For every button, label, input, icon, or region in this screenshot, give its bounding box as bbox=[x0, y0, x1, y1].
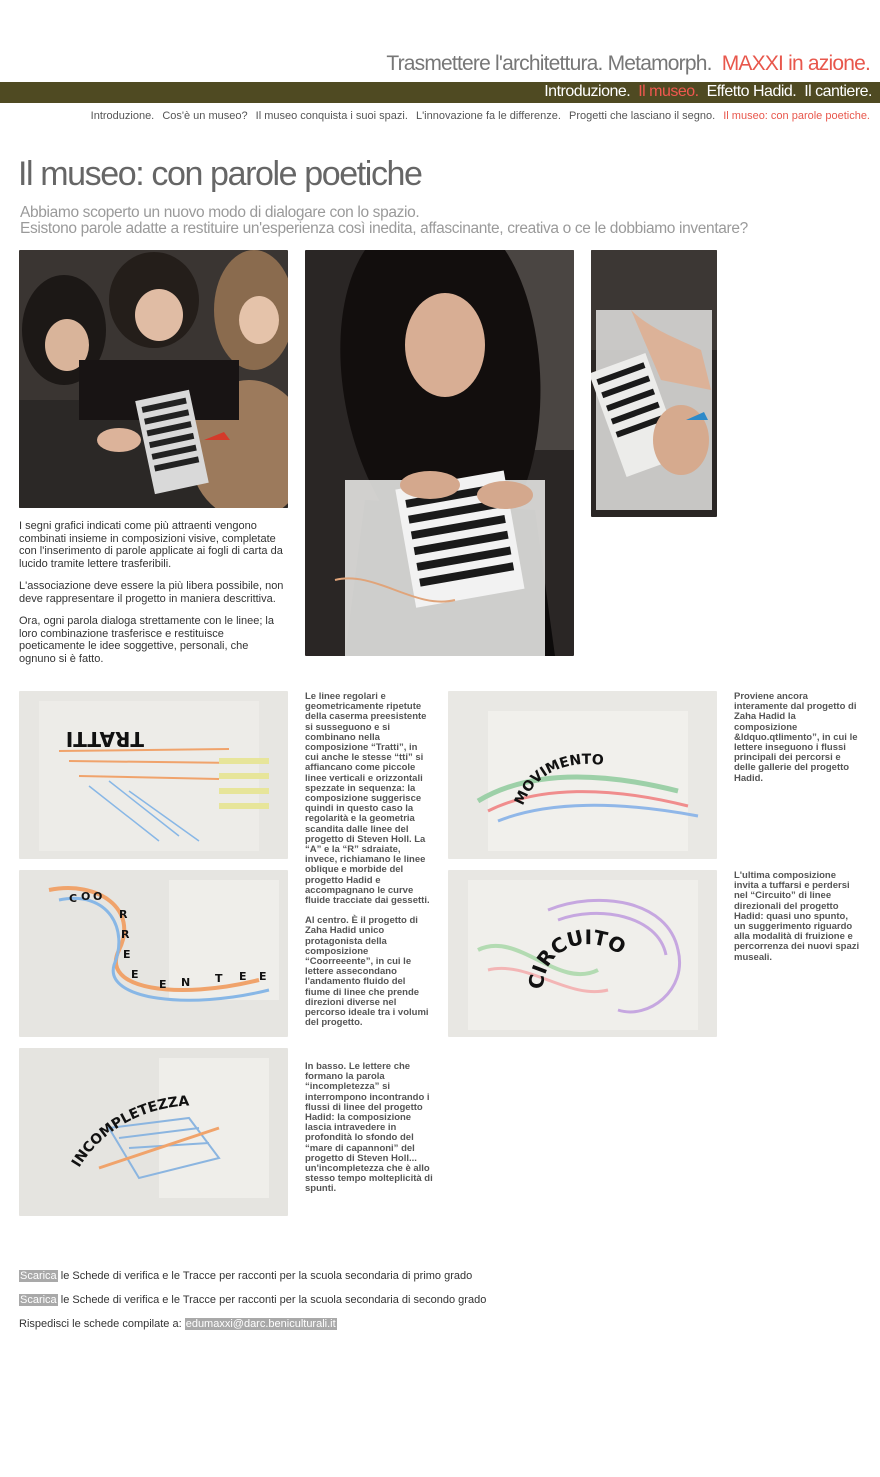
svg-text:R: R bbox=[121, 928, 130, 941]
subnav-progetti[interactable]: Progetti che lasciano il segno. bbox=[569, 110, 716, 122]
site-title-highlight: MAXXI in azione. bbox=[721, 52, 870, 75]
sub-nav bbox=[86, 110, 870, 122]
body-paragraph: I segni grafici indicati come più attraenti vengono combinati insieme in composizioni visive, completate con l'inserimento di parole applicate ai fogli di carta da lucido tramite lettere trasferibili. bbox=[19, 520, 283, 570]
nav-il-cantiere[interactable]: Il cantiere. bbox=[804, 83, 872, 100]
svg-text:E: E bbox=[123, 948, 131, 961]
body-paragraph: Ora, ogni parola dialoga strettamente con le linee; la loro combinazione trasferisce e restituisce poeticamente le idee soggettive, personali, che ognuno si è fatto. bbox=[19, 615, 274, 665]
download-line-primo-grado bbox=[19, 1270, 472, 1282]
artwork-movimento bbox=[448, 691, 717, 859]
site-title-main: Trasmettere l'architettura. Metamorph. bbox=[386, 52, 712, 75]
download-button[interactable]: Scarica bbox=[20, 1294, 57, 1306]
site-title bbox=[0, 52, 870, 76]
intro-text bbox=[20, 205, 748, 237]
page-title: Il museo: con parole poetiche bbox=[18, 155, 422, 193]
caption-movimento: Proviene ancora interamente dal progetto di Zaha Hadid la composizione &ldquo.qtlimento”, in cui le lettere inseguono i flussi principali dei percorsi e delle gallerie del progetto Hadid. bbox=[734, 691, 858, 784]
download-button[interactable]: Scarica bbox=[20, 1270, 57, 1282]
subnav-parole-poetiche[interactable]: Il museo: con parole poetiche. bbox=[723, 110, 870, 122]
nav-effetto-hadid[interactable]: Effetto Hadid. bbox=[706, 83, 797, 100]
caption-coorreeente: Al centro. È il progetto di Zaha Hadid unico protagonista della composizione “Coorreeente”, in cui le lettere assecondano l'andamento fluido del fiume di linee che prende direzioni diverse nel percorso ideale tra i volumi del progetto. bbox=[305, 915, 429, 1029]
intro-line-1: Abbiamo scoperto un nuovo modo di dialogare con lo spazio. bbox=[20, 204, 420, 221]
artwork-word-incompletezza: INCOMPLETEZZA bbox=[68, 1093, 190, 1171]
photo-hands-transfer-letters bbox=[591, 250, 717, 517]
svg-text:C: C bbox=[69, 892, 78, 905]
artwork-word-circuito: CIRCUITO bbox=[523, 925, 631, 991]
svg-text:O: O bbox=[81, 890, 91, 903]
photo-student-transfer-letters bbox=[305, 250, 574, 656]
artwork-tratti bbox=[19, 691, 288, 859]
nav-il-museo[interactable]: Il museo. bbox=[638, 83, 699, 100]
svg-text:E: E bbox=[159, 978, 167, 991]
download-text: le Schede di verifica e le Tracce per racconti per la scuola secondaria di primo grado bbox=[57, 1270, 473, 1282]
download-line-secondo-grado bbox=[19, 1294, 486, 1306]
svg-text:R: R bbox=[119, 908, 128, 921]
subnav-introduzione[interactable]: Introduzione. bbox=[90, 110, 155, 122]
svg-text:O: O bbox=[93, 890, 103, 903]
nav-introduzione[interactable]: Introduzione. bbox=[544, 83, 631, 100]
body-text bbox=[19, 520, 287, 675]
artwork-word-movimento: MOVIMENTO bbox=[511, 751, 605, 808]
photo-students-group bbox=[19, 250, 288, 508]
intro-line-2: Esistono parole adatte a restituire un'esperienza così inedita, affascinante, creativa o ce le dobbiamo inventare? bbox=[20, 220, 748, 237]
subnav-cos-e-un-museo[interactable]: Cos'è un museo? bbox=[162, 110, 248, 122]
caption-incompletezza: In basso. Le lettere che formano la parola “incompletezza” si interrompono incontrando i flussi di linee del progetto Hadid: la composizione lascia intravedere in profondità lo sfondo del “mare di capannoni” del progetto di Steven Holl... un'incompletezza che è allo stesso tempo molteplicità di spunti. bbox=[305, 1061, 433, 1195]
svg-text:E: E bbox=[259, 970, 267, 983]
svg-text:E: E bbox=[239, 970, 247, 983]
subnav-innovazione[interactable]: L'innovazione fa le differenze. bbox=[415, 110, 561, 122]
caption-circuito: L'ultima composizione invita a tuffarsi e perdersi nel “Circuito” di linee direzionali del progetto Hadid: quasi uno spunto, un suggerimento riguardo alla modalità di fruizione e percorrenza dei nuovi spazi museali. bbox=[734, 870, 860, 963]
artwork-coorreeente bbox=[19, 870, 288, 1037]
caption-tratti: Le linee regolari e geometricamente ripetute della caserma preesistente si susseguono e si combinano nella composizione “Tratti”, in cui anche le stesse “tti” si affiancano come piccole linee verticali e orizzontali spezzate in sequenza: la composizione suggerisce quindi in questo caso la regolarità e la geometria scandita dalle linee del progetto di Steven Holl. La “A” e la “R” sdraiate, invece, richiamano le linee oblique e morbide del progetto Hadid e accompagnano le curve fluide tracciate dai gessetti. bbox=[305, 691, 430, 907]
svg-text:E: E bbox=[131, 968, 139, 981]
contact-line bbox=[19, 1318, 337, 1330]
subnav-il-museo-conquista[interactable]: Il museo conquista i suoi spazi. bbox=[255, 110, 408, 122]
artwork-word-tratti: TRATTI bbox=[65, 727, 144, 751]
caption-column-left bbox=[305, 692, 433, 1039]
svg-text:N: N bbox=[181, 976, 191, 989]
artwork-incompletezza bbox=[19, 1048, 288, 1216]
section-nav bbox=[540, 83, 872, 101]
contact-email-link[interactable]: edumaxxi@darc.beniculturali.it bbox=[185, 1318, 336, 1330]
download-text: le Schede di verifica e le Tracce per racconti per la scuola secondaria di secondo grado bbox=[57, 1294, 487, 1306]
body-paragraph: L'associazione deve essere la più libera possibile, non deve rappresentare il progetto in maniera descrittiva. bbox=[19, 580, 284, 605]
svg-text:T: T bbox=[215, 972, 223, 985]
contact-label: Rispedisci le schede compilate a: bbox=[19, 1318, 185, 1330]
artwork-circuito bbox=[448, 870, 717, 1037]
